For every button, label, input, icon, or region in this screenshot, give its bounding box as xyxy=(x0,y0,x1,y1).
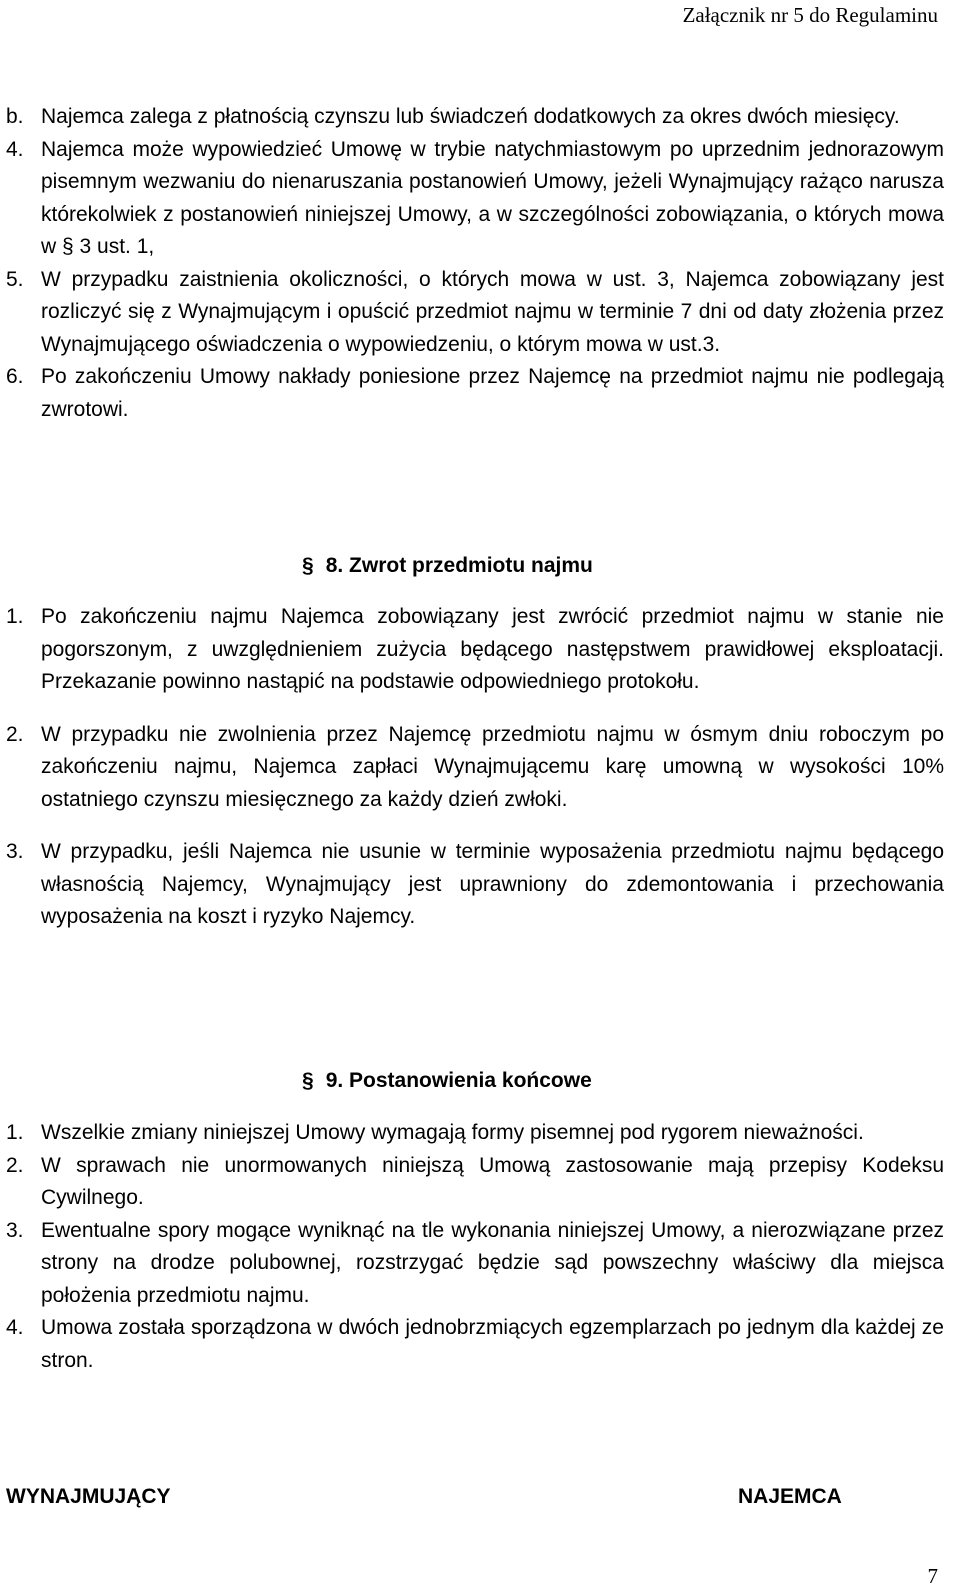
item-text: Najemca zalega z płatnością czynszu lub świadczeń dodatkowych za okres dwóch miesięcy. xyxy=(41,105,900,128)
item-number: 2. xyxy=(6,722,24,746)
section-title: 9. Postanowienia końcowe xyxy=(325,1069,592,1092)
list-item xyxy=(6,836,944,934)
item-text: Umowa została sporządzona w dwóch jednobrzmiących egzemplarzach po jednym dla każdej ze stron. xyxy=(41,1316,944,1372)
paragraph-sign: § xyxy=(302,554,314,577)
list-item xyxy=(6,101,944,134)
item-number: 2. xyxy=(6,1153,24,1177)
item-text: W przypadku zaistnienia okoliczności, o których mowa w ust. 3, Najemca zobowiązany jest rozliczyć się z Wynajmującym i opuścić przedmiot najmu w terminie 7 dni od daty złożenia przez Wynajmującego oświadczenia o wypowiedzeniu, o którym mowa w ust.3. xyxy=(41,267,944,356)
section-8-items xyxy=(6,601,944,934)
item-text: Po zakończeniu najmu Najemca zobowiązany jest zwrócić przedmiot najmu w stanie nie pogorszonym, z uwzględnieniem zużycia będącego następstwem prawidłowej eksploatacji. Przekazanie powinno nastąpić na podstawie odpowiedniego protokołu. xyxy=(41,605,944,693)
list-item xyxy=(6,1215,944,1313)
item-number: 6. xyxy=(6,365,24,388)
item-text: W przypadku, jeśli Najemca nie usunie w terminie wyposażenia przedmiotu najmu będącego własnością Najemcy, Wynajmujący jest uprawniony do zdemontowania i przechowania wyposażenia na koszt i ryzyko Najemcy. xyxy=(41,840,944,928)
item-number: 5. xyxy=(6,267,24,291)
list-item xyxy=(6,361,944,426)
list-item xyxy=(6,1312,944,1377)
signature-landlord: WYNAJMUJĄCY xyxy=(6,1485,171,1508)
page-header: Załącznik nr 5 do Regulaminu xyxy=(682,3,938,27)
item-number: 3. xyxy=(6,1218,24,1242)
item-text: Ewentualne spory mogące wyniknąć na tle wykonania niniejszej Umowy, a nierozwiązane przez strony na drodze polubownej, rozstrzygać będzie sąd powszechny właściwy dla miejsca położenia przedmiotu najmu. xyxy=(41,1218,944,1307)
section-7-items xyxy=(6,101,944,426)
list-item xyxy=(6,719,944,817)
item-number: 1. xyxy=(6,605,24,628)
item-text: W sprawach nie unormowanych niniejszą Umową zastosowanie mają przepisy Kodeksu Cywilnego. xyxy=(41,1153,944,1209)
section-title: 8. Zwrot przedmiotu najmu xyxy=(325,554,593,577)
list-item xyxy=(6,601,944,699)
item-number: 4. xyxy=(6,137,24,161)
page-number: 7 xyxy=(927,1564,938,1588)
section-9-items xyxy=(6,1117,944,1377)
item-number: b. xyxy=(6,105,24,128)
item-number: 1. xyxy=(6,1121,24,1144)
section-8-heading xyxy=(302,550,593,583)
item-text: Najemca może wypowiedzieć Umowę w trybie natychmiastowym po uprzednim jednorazowym pisemnym wezwaniu do nienaruszania postanowień Umowy, jeżeli Wynajmujący rażąco narusza którekolwiek z postanowień niniejszej Umowy, a w szczególności zobowiązania, o których mowa w § 3 ust. 1, xyxy=(41,137,944,258)
item-number: 4. xyxy=(6,1316,24,1339)
item-number: 3. xyxy=(6,840,24,863)
paragraph-sign: § xyxy=(302,1069,314,1092)
item-text: Wszelkie zmiany niniejszej Umowy wymagają formy pisemnej pod rygorem nieważności. xyxy=(41,1121,864,1144)
item-text: W przypadku nie zwolnienia przez Najemcę przedmiotu najmu w ósmym dniu roboczym po zakończeniu najmu, Najemca zapłaci Wynajmującemu karę umowną w wysokości 10% ostatniego czynszu miesięcznego za każdy dzień zwłoki. xyxy=(41,722,944,811)
list-item xyxy=(6,264,944,362)
list-item xyxy=(6,134,944,264)
section-9-heading xyxy=(302,1065,592,1098)
item-text: Po zakończeniu Umowy nakłady poniesione przez Najemcę na przedmiot najmu nie podlegają zwrotowi. xyxy=(41,365,944,421)
list-item xyxy=(6,1117,944,1150)
list-item xyxy=(6,1150,944,1215)
signature-tenant: NAJEMCA xyxy=(738,1485,842,1508)
